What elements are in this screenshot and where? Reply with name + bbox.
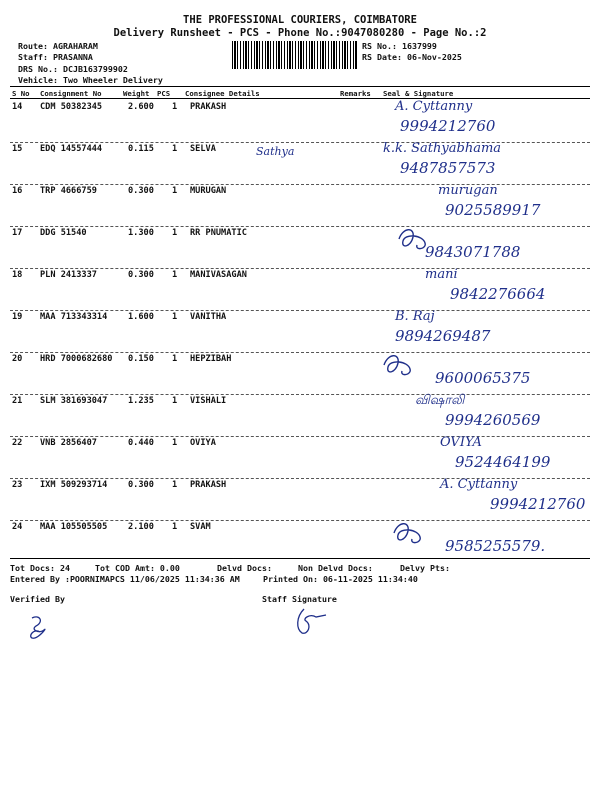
row-consignee: PRAKASH [190, 102, 227, 112]
header-bottom-rule [10, 98, 590, 99]
row-consignment-no: CDM 50382345 [40, 102, 103, 112]
row-consignee: HEPZIBAH [190, 354, 232, 364]
row-consignee: MURUGAN [190, 186, 227, 196]
row-sno: 24 [12, 522, 23, 532]
row-pcs: 1 [172, 312, 178, 322]
handwritten-phone: 9487857573 [400, 159, 496, 177]
row-pcs: 1 [172, 522, 178, 532]
row-consignment-no: MAA 105505505 [40, 522, 108, 532]
row-consignee: VISHALI [190, 396, 227, 406]
row-weight: 0.300 [128, 186, 154, 196]
handwritten-signature-name: விஷாலி [415, 393, 465, 408]
row-consignee: SVAM [190, 522, 211, 532]
col-weight: Weight [123, 89, 150, 98]
row-pcs: 1 [172, 144, 178, 154]
table-row [0, 353, 600, 395]
row-weight: 0.300 [128, 480, 154, 490]
rs-number: RS No.: 1637999 [362, 41, 437, 51]
table-row [0, 185, 600, 227]
row-weight: 1.235 [128, 396, 154, 406]
handwritten-phone: 9524464199 [455, 453, 551, 471]
staff-label: Staff: PRASANNA [18, 52, 93, 62]
barcode [232, 41, 357, 69]
staff-signature [290, 605, 330, 639]
row-pcs: 1 [172, 270, 178, 280]
handwritten-signature-name: A. Cyttanny [395, 99, 473, 114]
row-sno: 22 [12, 438, 23, 448]
row-consignment-no: VNB 2856407 [40, 438, 97, 448]
delvd-docs: Delvd Docs: [217, 563, 272, 573]
rs-date: RS Date: 06-Nov-2025 [362, 52, 462, 62]
verified-by-label: Verified By [10, 594, 65, 604]
table-row [0, 437, 600, 479]
row-consignment-no: TRP 4666759 [40, 186, 97, 196]
row-weight: 0.150 [128, 354, 154, 364]
row-consignment-no: IXM 509293714 [40, 480, 108, 490]
row-consignee: SELVA [190, 144, 216, 154]
row-sno: 14 [12, 102, 23, 112]
row-sno: 16 [12, 186, 23, 196]
col-consignee: Consignee Details [185, 89, 260, 98]
row-consignment-no: SLM 381693047 [40, 396, 108, 406]
handwritten-signature-name: B. Raj [395, 309, 435, 324]
col-sno: S No [12, 89, 30, 98]
row-consignment-no: MAA 713343314 [40, 312, 108, 322]
row-weight: 0.440 [128, 438, 154, 448]
handwritten-phone: 9994212760 [490, 495, 586, 513]
row-consignee: VANITHA [190, 312, 227, 322]
handwritten-phone: 9585255579. [445, 537, 546, 555]
row-pcs: 1 [172, 396, 178, 406]
row-consignee: PRAKASH [190, 480, 227, 490]
row-consignment-no: DDG 51540 [40, 228, 87, 238]
handwritten-phone: 9600065375 [435, 369, 531, 387]
row-sno: 20 [12, 354, 23, 364]
row-sno: 23 [12, 480, 23, 490]
table-row [0, 101, 600, 143]
row-sno: 15 [12, 144, 23, 154]
table-row [0, 143, 600, 185]
table-row [0, 311, 600, 353]
route-label: Route: AGRAHARAM [18, 41, 98, 51]
table-row [0, 227, 600, 269]
handwritten-signature-name: mani [425, 267, 458, 282]
handwritten-signature-name: k.k. Sathyabhama [383, 141, 502, 156]
row-weight: 2.100 [128, 522, 154, 532]
row-consignment-no: HRD 7000682680 [40, 354, 113, 364]
vehicle-label: Vehicle: Two Wheeler Delivery [18, 75, 163, 85]
verifier-signature [26, 612, 52, 644]
row-sno: 18 [12, 270, 23, 280]
row-consignment-no: EDQ 14557444 [40, 144, 103, 154]
row-pcs: 1 [172, 186, 178, 196]
handwritten-signature-name: A. Cyttanny [440, 477, 518, 492]
row-pcs: 1 [172, 480, 178, 490]
entered-by: Entered By :POORNIMAPCS 11/06/2025 11:34:36 AM [10, 574, 240, 584]
handwritten-phone: 9843071788 [425, 243, 521, 261]
handwritten-remark: Sathya [256, 145, 295, 158]
col-consignment: Consignment No [40, 89, 102, 98]
row-weight: 1.300 [128, 228, 154, 238]
runsheet-subtitle: Delivery Runsheet - PCS - Phone No.:9047080280 - Page No.:2 [113, 27, 487, 39]
row-sno: 17 [12, 228, 23, 238]
handwritten-phone: 9842276664 [450, 285, 546, 303]
row-pcs: 1 [172, 102, 178, 112]
row-pcs: 1 [172, 354, 178, 364]
col-pcs: PCS [157, 89, 171, 98]
header-top-rule [10, 86, 590, 87]
table-bottom-rule [10, 558, 590, 559]
signature-scribble [380, 351, 416, 381]
row-weight: 2.600 [128, 102, 154, 112]
row-consignment-no: PLN 2413337 [40, 270, 97, 280]
company-title: THE PROFESSIONAL COURIERS, COIMBATORE [183, 14, 417, 26]
delvy-pts: Delvy Pts: [400, 563, 450, 573]
handwritten-phone: 9025589917 [445, 201, 541, 219]
handwritten-phone: 9994212760 [400, 117, 496, 135]
col-remarks: Remarks [340, 89, 371, 98]
row-sno: 21 [12, 396, 23, 406]
non-delvd-docs: Non Delvd Docs: [298, 563, 373, 573]
staff-signature-label: Staff Signature [262, 594, 337, 604]
row-pcs: 1 [172, 438, 178, 448]
table-row [0, 269, 600, 311]
handwritten-signature-name: OVIYA [440, 435, 482, 450]
signature-scribble [395, 225, 431, 255]
col-seal: Seal & Signature [383, 89, 454, 98]
table-row [0, 479, 600, 521]
signature-scribble [390, 519, 426, 549]
row-sno: 19 [12, 312, 23, 322]
row-consignee: OVIYA [190, 438, 216, 448]
row-pcs: 1 [172, 228, 178, 238]
tot-cod: Tot COD Amt: 0.00 [95, 563, 180, 573]
handwritten-phone: 9894269487 [395, 327, 491, 345]
table-row [0, 521, 600, 563]
row-weight: 0.115 [128, 144, 154, 154]
row-consignee: MANIVASAGAN [190, 270, 247, 280]
handwritten-signature-name: murugan [438, 183, 498, 198]
drs-number: DRS No.: DCJB163799902 [18, 64, 128, 74]
handwritten-phone: 9994260569 [445, 411, 541, 429]
printed-on: Printed On: 06-11-2025 11:34:40 [263, 574, 418, 584]
tot-docs: Tot Docs: 24 [10, 563, 70, 573]
row-consignee: RR PNUMATIC [190, 228, 247, 238]
row-weight: 0.300 [128, 270, 154, 280]
row-weight: 1.600 [128, 312, 154, 322]
table-row [0, 395, 600, 437]
